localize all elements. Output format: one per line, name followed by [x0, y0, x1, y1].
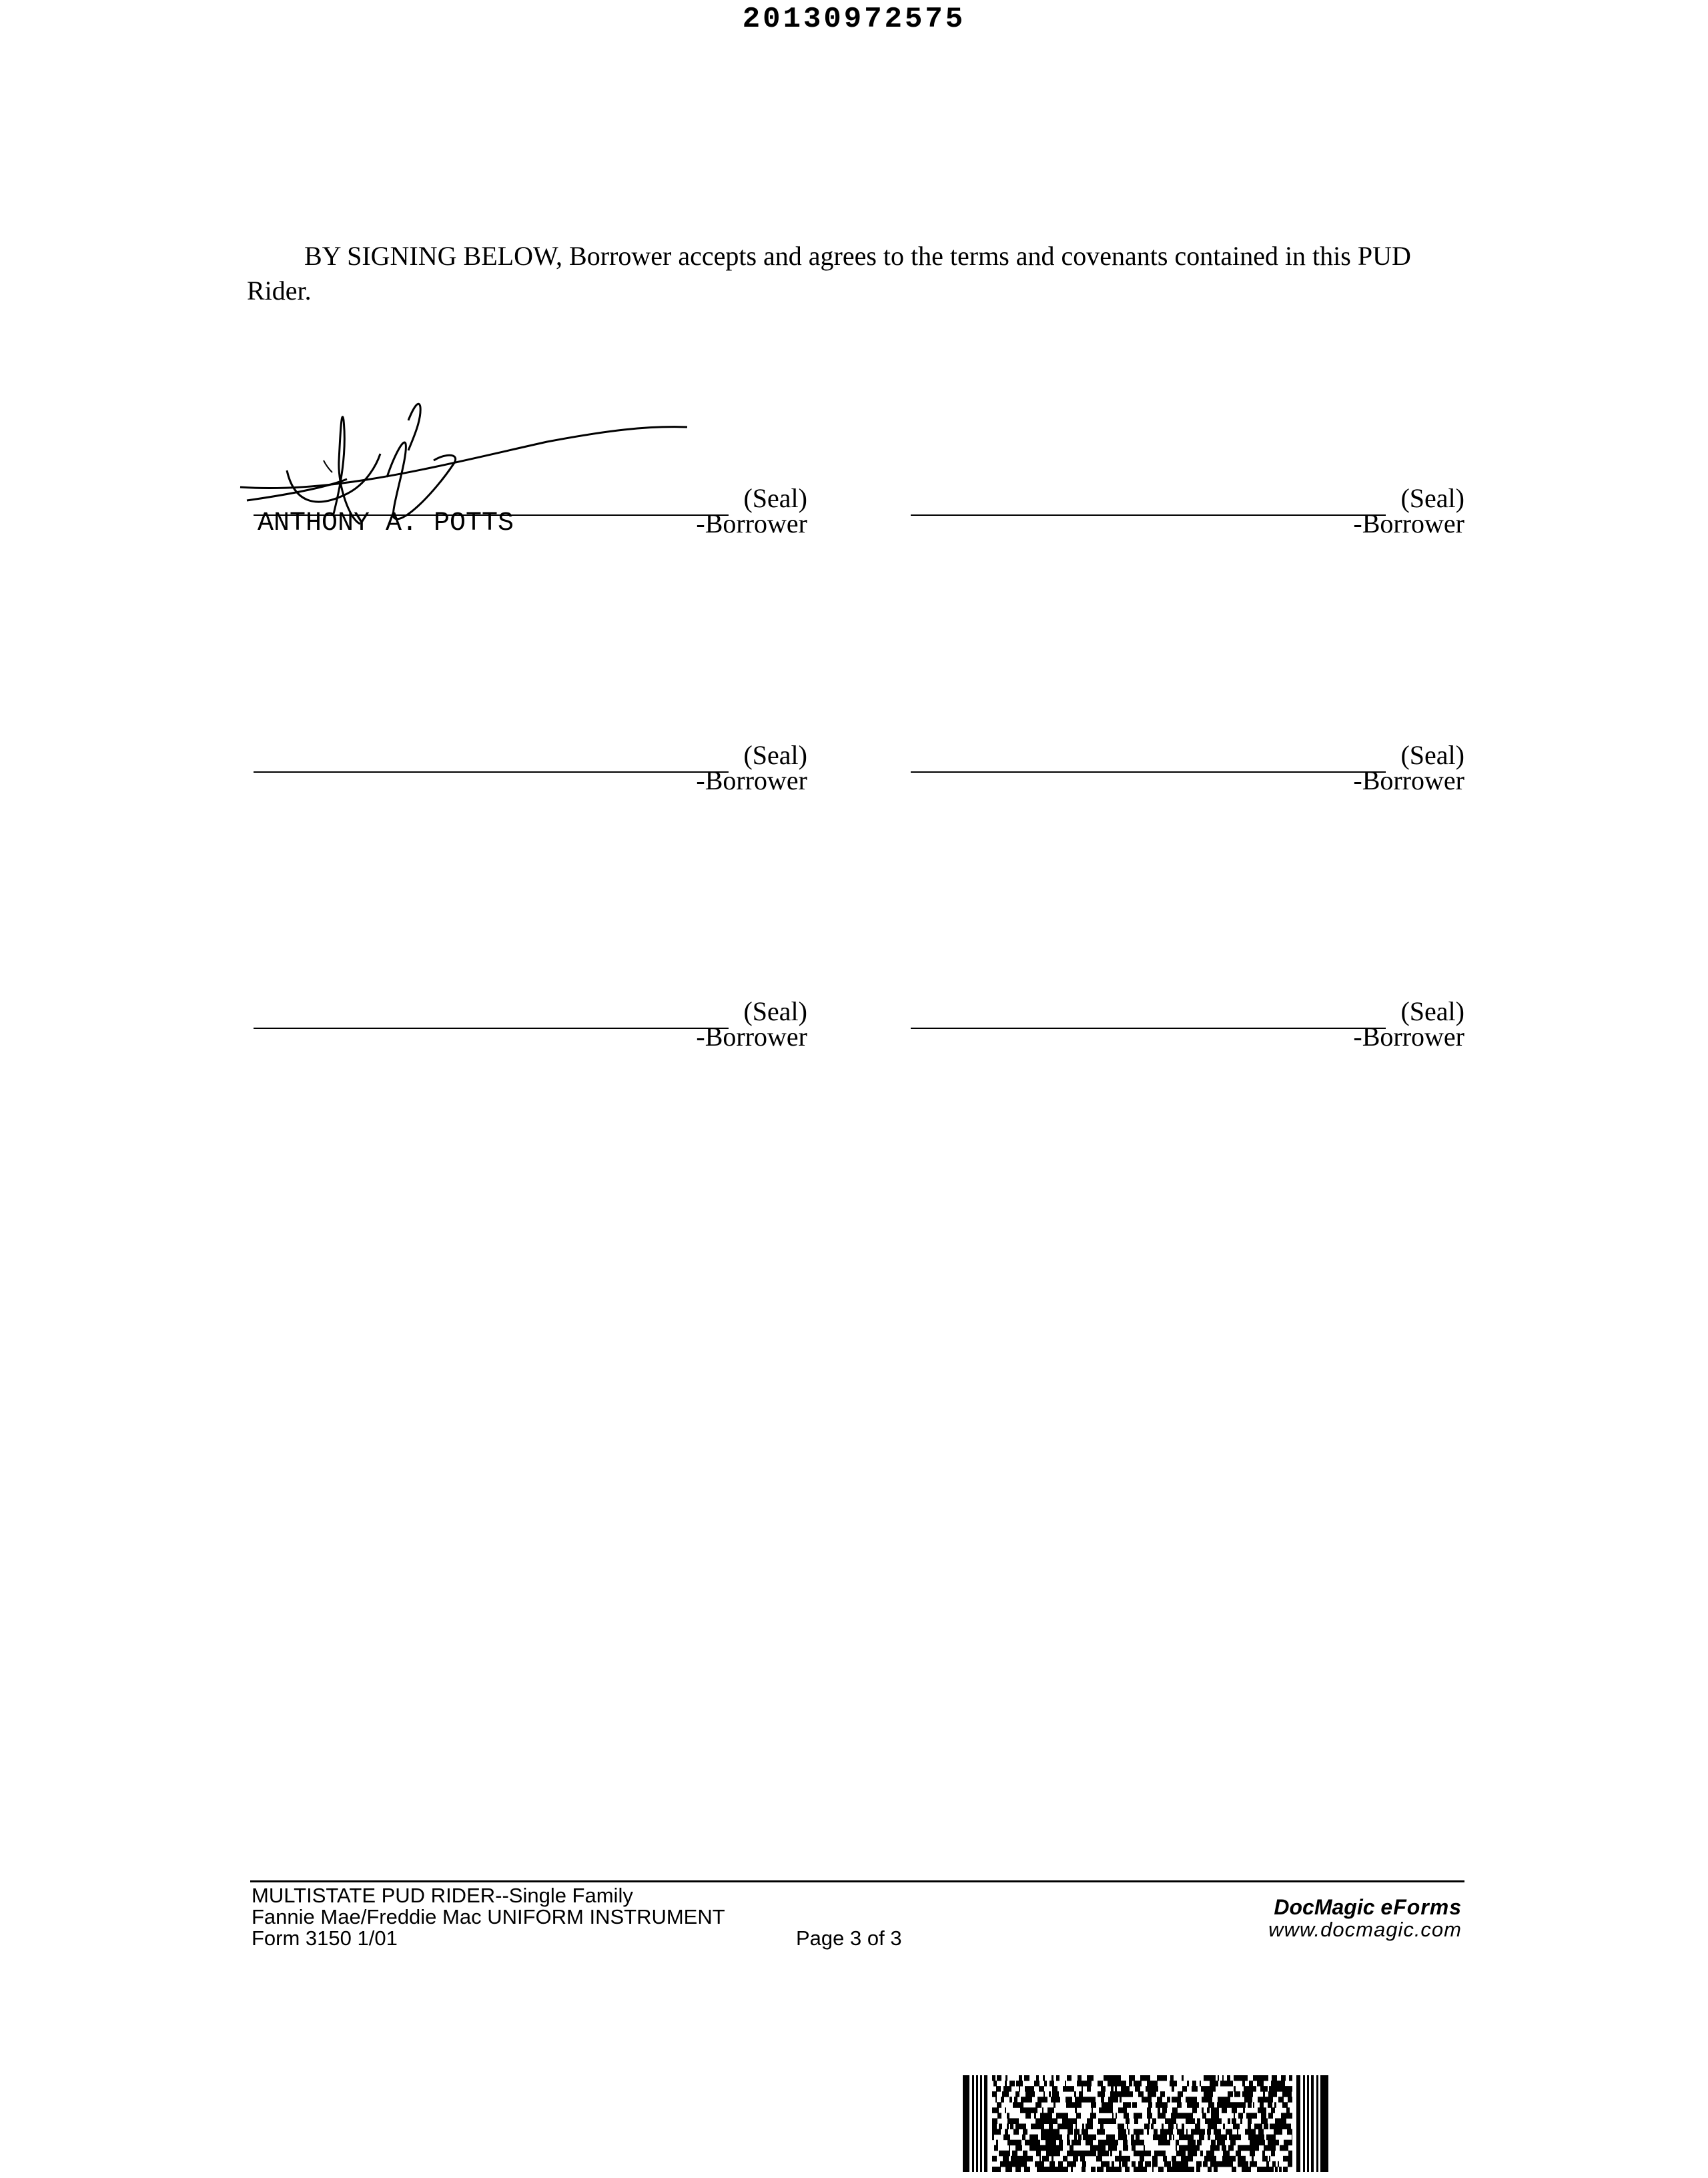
- borrower-label: -Borrower: [1353, 508, 1464, 538]
- seal-label: (Seal): [1400, 483, 1464, 513]
- signature-line: [911, 771, 1386, 773]
- document-number: 20130972575: [742, 3, 966, 36]
- signature-line: [254, 1028, 729, 1029]
- acceptance-text: BY SIGNING BELOW, Borrower accepts and agrees to the terms and covenants contained in this PUD Rider.: [247, 241, 1411, 306]
- seal-label: (Seal): [1400, 996, 1464, 1026]
- borrower-label: -Borrower: [1353, 765, 1464, 795]
- seal-label: (Seal): [743, 483, 807, 513]
- signature-line: [911, 514, 1386, 516]
- signer-name: ANTHONY A. POTTS: [258, 508, 514, 538]
- borrower-label: -Borrower: [696, 765, 807, 795]
- brand-suffix: eForms: [1380, 1895, 1462, 1919]
- borrower-label: -Borrower: [696, 1022, 807, 1052]
- borrower-label: -Borrower: [1353, 1022, 1464, 1052]
- brand-url: www.docmagic.com: [1268, 1918, 1462, 1941]
- brand-logo: [1268, 1896, 1462, 1918]
- docmagic-brand: [1268, 1896, 1462, 1941]
- borrower-label: -Borrower: [696, 508, 807, 538]
- signature-block-4: [911, 739, 1464, 799]
- seal-label: (Seal): [1400, 740, 1464, 770]
- form-title: MULTISTATE PUD RIDER--Single Family: [252, 1884, 633, 1907]
- form-identification: [252, 1885, 725, 1949]
- signature-line: [911, 1028, 1386, 1029]
- signature-block-2: [911, 482, 1464, 542]
- signature-line: [254, 771, 729, 773]
- acceptance-statement: [247, 239, 1468, 308]
- form-footer: [250, 1880, 1464, 1950]
- signature-block-6: [911, 996, 1464, 1056]
- seal-label: (Seal): [743, 740, 807, 770]
- pdf417-barcode: [963, 2075, 1328, 2172]
- seal-label: (Seal): [743, 996, 807, 1026]
- form-instrument: Fannie Mae/Freddie Mac UNIFORM INSTRUMENT: [252, 1905, 725, 1928]
- signature-block-5: [254, 996, 807, 1056]
- page-number: Page 3 of 3: [796, 1926, 902, 1950]
- signature-block-1: [254, 482, 807, 542]
- signature-block-3: [254, 739, 807, 799]
- form-number: Form 3150 1/01: [252, 1926, 398, 1950]
- brand-name: DocMagic: [1274, 1895, 1375, 1919]
